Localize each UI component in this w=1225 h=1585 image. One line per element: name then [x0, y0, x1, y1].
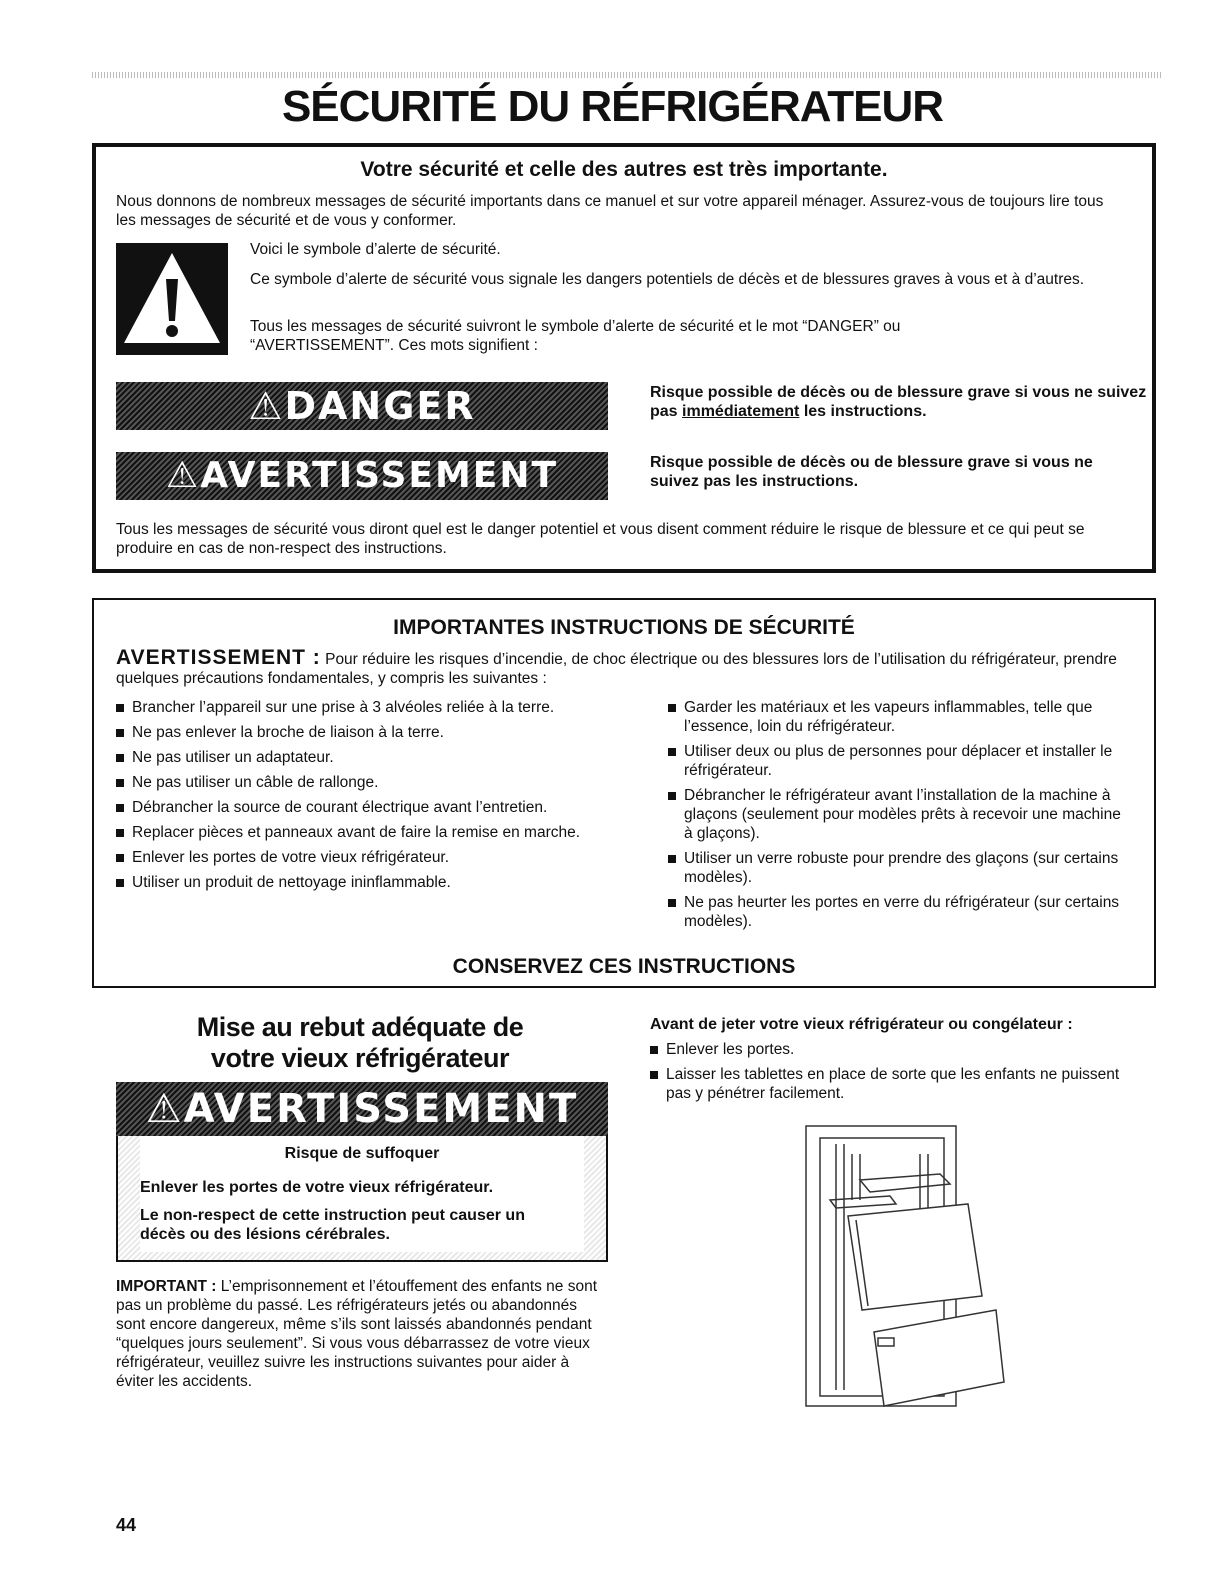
instructions-left-list — [116, 698, 656, 898]
list-item: Enlever les portes de votre vieux réfrigérateur. — [116, 848, 656, 867]
risk-text: Risque de suffoquer — [284, 1145, 440, 1162]
list-item: Ne pas utiliser un adaptateur. — [116, 748, 656, 767]
safety-intro: Nous donnons de nombreux messages de sécurité importants dans ce manuel et sur votre appareil ménager. Assurez-vous de toujours lire tous les messages de sécurité et de vous y conformer. — [116, 193, 1104, 229]
safety-alert-icon — [116, 243, 228, 355]
disposal-warning-banner — [116, 1082, 608, 1136]
page-number: 44 — [116, 1515, 137, 1535]
list-item: Utiliser un verre robuste pour prendre des glaçons (sur certains modèles). — [668, 849, 1128, 887]
list-item: Ne pas heurter les portes en verre du réfrigérateur (sur certains modèles). — [668, 893, 1128, 931]
list-item: Utiliser deux ou plus de personnes pour déplacer et installer le réfrigérateur. — [668, 742, 1128, 780]
disposal-heading: Mise au rebut adéquate de votre vieux réfrigérateur — [196, 1012, 524, 1073]
safety-footer: Tous les messages de sécurité vous diront quel est le danger potentiel et vous disent comment réduire le risque de blessure et ce qui peut se produire en cas de non-respect des instructions. — [116, 521, 1085, 557]
danger-banner — [116, 382, 608, 430]
top-rule — [92, 72, 1162, 78]
fridge-illustration — [800, 1120, 1010, 1420]
symbol-desc: Ce symbole d’alerte de sécurité vous signale les dangers potentiels de décès et de blessures graves à vous et à d’autres. — [250, 271, 1085, 288]
symbol-follow: Tous les messages de sécurité suivront le symbole d’alerte de sécurité et le mot “DANGER” ou “AVERTISSEMENT”. Ces mots signifient : — [250, 318, 901, 354]
safety-heading: Votre sécurité et celle des autres est très importante. — [360, 158, 888, 181]
symbol-text: Voici le symbole d’alerte de sécurité. — [250, 241, 501, 258]
danger-label: DANGER — [284, 384, 476, 428]
warning-triangle-icon: ⚠ — [165, 455, 201, 496]
list-item: Débrancher le réfrigérateur avant l’installation de la machine à glaçons (seulement pour modèles prêts à recevoir une machine à glaçons). — [668, 786, 1128, 843]
warning-desc: Risque possible de décès ou de blessure grave si vous ne suivez pas les instructions. — [650, 454, 1093, 490]
warning-triangle-icon: ⚠ — [248, 384, 285, 428]
list-item: Laisser les tablettes en place de sorte que les enfants ne puissent pas y pénétrer facilement. — [650, 1065, 1130, 1103]
list-item: Garder les matériaux et les vapeurs inflammables, telle que l’essence, loin du réfrigérateur. — [668, 698, 1128, 736]
danger-desc: Risque possible de décès ou de blessure grave si vous ne suivez pas immédiatement les instructions. — [650, 384, 1147, 420]
list-item: Utiliser un produit de nettoyage ininflammable. — [116, 873, 656, 892]
instructions-footer: CONSERVEZ CES INSTRUCTIONS — [452, 955, 796, 978]
instructions-heading: IMPORTANTES INSTRUCTIONS DE SÉCURITÉ — [393, 616, 855, 639]
consequence-text: Le non-respect de cette instruction peut causer un décès ou des lésions cérébrales. — [140, 1207, 525, 1243]
instructions-lead: AVERTISSEMENT : Pour réduire les risques d’incendie, de choc électrique ou des blessures lors de l’utilisation du réfrigérateur, prendre quelques précautions fondamentales, y compris les suivantes : — [116, 646, 1117, 687]
disposal-steps — [650, 1040, 1130, 1109]
warning-triangle-icon: ⚠ — [145, 1086, 184, 1132]
warning-banner — [116, 452, 608, 500]
list-item: Ne pas enlever la broche de liaison à la terre. — [116, 723, 656, 742]
list-item: Enlever les portes. — [650, 1040, 1130, 1059]
important-paragraph: IMPORTANT : L’emprisonnement et l’étouffement des enfants ne sont pas un problème du passé. Les réfrigérateurs jetés ou abandonnés sont encore dangereux, même s’ils sont laissés abandonnés pendant “quelques jours seulement”. Si vous vous débarrassez de votre vieux réfrigérateur, veuillez suivre les instructions suivantes pour aider à éviter les accidents. — [116, 1278, 598, 1390]
instructions-right-list — [668, 698, 1128, 937]
list-item: Ne pas utiliser un câble de rallonge. — [116, 773, 656, 792]
list-item: Replacer pièces et panneaux avant de faire la remise en marche. — [116, 823, 656, 842]
action-text: Enlever les portes de votre vieux réfrigérateur. — [140, 1179, 494, 1196]
page-title: SÉCURITÉ DU RÉFRIGÉRATEUR — [281, 82, 944, 131]
disposal-warning-label: AVERTISSEMENT — [183, 1086, 579, 1132]
before-heading: Avant de jeter votre vieux réfrigérateur ou congélateur : — [650, 1016, 1073, 1033]
list-item: Débrancher la source de courant électrique avant l’entretien. — [116, 798, 656, 817]
warning-label: AVERTISSEMENT — [200, 455, 559, 496]
list-item: Brancher l’appareil sur une prise à 3 alvéoles reliée à la terre. — [116, 698, 656, 717]
